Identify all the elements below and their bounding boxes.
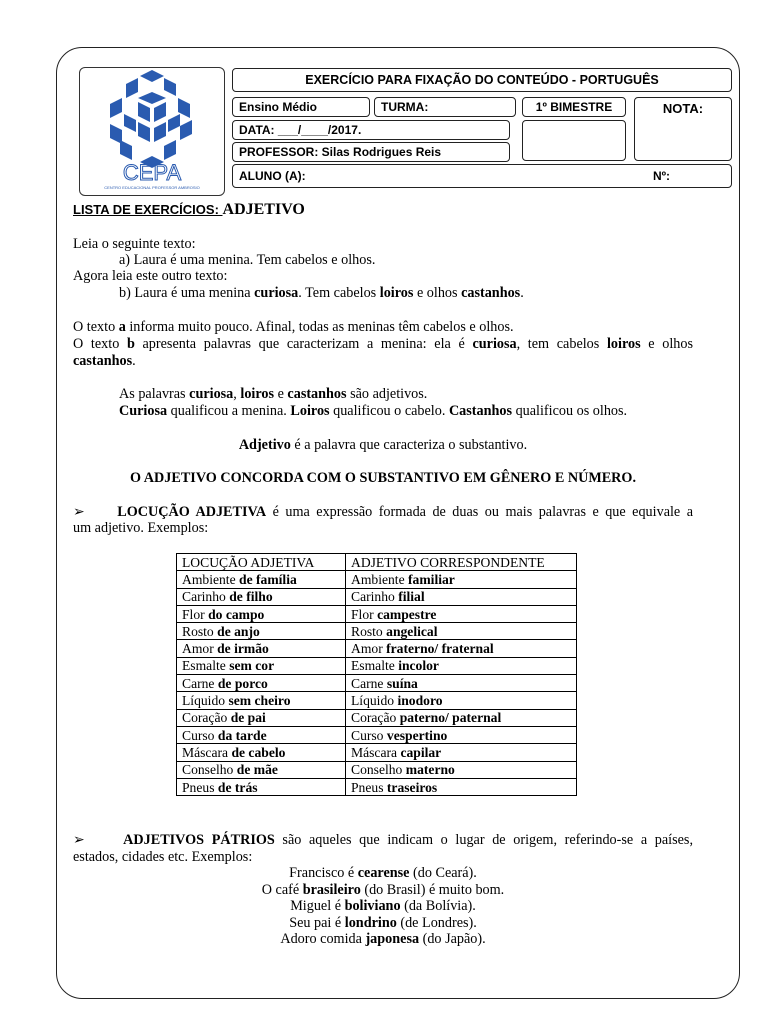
adjetivo-cell: Curso vespertino — [346, 726, 577, 743]
school-logo — [79, 67, 225, 196]
arrow-bullet-icon: ➢ — [73, 832, 85, 848]
adjetivo-cell: Líquido inodoro — [346, 692, 577, 709]
patrio-example: Francisco é cearense (do Ceará). — [289, 865, 477, 881]
professor-field: PROFESSOR: Silas Rodrigues Reis — [232, 142, 510, 162]
adjetivo-cell: Esmalte incolor — [346, 657, 577, 674]
table-row — [177, 761, 577, 778]
locucao-cell: Conselho de mãe — [177, 761, 346, 778]
locucao-cell: Curso da tarde — [177, 726, 346, 743]
patrios-intro-cont: estados, cidades etc. Exemplos: — [73, 849, 253, 865]
nota-field[interactable]: NOTA: — [634, 97, 732, 161]
locucao-cell: Rosto de anjo — [177, 623, 346, 640]
cepa-logo-icon — [80, 68, 224, 195]
logo-subtext: CENTRO EDUCACIONAL PROFESSOR AMBROSIO — [104, 185, 200, 190]
locucao-cell: Líquido sem cheiro — [177, 692, 346, 709]
adjetivo-cell: Carne suína — [346, 675, 577, 692]
intro-line-2: Agora leia este outro texto: — [73, 268, 228, 284]
locucao-cell: Flor do campo — [177, 605, 346, 622]
intro-text-b: b) Laura é uma menina curiosa. Tem cabelos loiros e olhos castanhos. — [119, 285, 524, 301]
patrio-example: O café brasileiro (do Brasil) é muito bom. — [261, 881, 505, 898]
locucao-intro: ➢ LOCUÇÃO ADJETIVA é uma expressão formada de duas ou mais palavras e que equivale a — [73, 504, 693, 520]
explanation-p1: O texto a informa muito pouco. Afinal, todas as meninas têm cabelos e olhos. — [73, 319, 514, 335]
agreement-rule: O ADJETIVO CONCORDA COM O SUBSTANTIVO EM GÊNERO E NÚMERO. — [129, 470, 637, 486]
section-title-prefix: LISTA DE EXERCÍCIOS: — [73, 202, 223, 217]
explanation-p2: O texto b apresenta palavras que caracterizam a menina: ela é curiosa, tem cabelos loiros e olhos — [73, 336, 693, 352]
locucao-cell: Coração de pai — [177, 709, 346, 726]
table-row — [177, 588, 577, 605]
adjetivo-cell: Flor campestre — [346, 605, 577, 622]
table-row — [177, 709, 577, 726]
table-header-row — [177, 554, 577, 571]
patrio-example: Seu pai é londrino (de Londres). — [289, 914, 477, 931]
locucao-cell: Ambiente de família — [177, 571, 346, 588]
adjetivo-cell: Máscara capilar — [346, 744, 577, 761]
table-row — [177, 623, 577, 640]
logo-text: CEPA — [122, 160, 182, 185]
column-header: ADJETIVO CORRESPONDENTE — [346, 554, 577, 571]
adjetivo-cell: Pneus traseiros — [346, 778, 577, 795]
explanation-p2-cont: castanhos. — [73, 353, 136, 369]
aluno-field[interactable] — [232, 164, 732, 188]
table-row — [177, 657, 577, 674]
bimestre-field: 1º BIMESTRE — [522, 97, 626, 117]
adjetivo-cell: Conselho materno — [346, 761, 577, 778]
adjective-definition: Adjetivo é a palavra que caracteriza o substantivo. — [238, 437, 528, 453]
intro-line-1: Leia o seguinte texto: — [73, 236, 196, 252]
locucao-cell: Máscara de cabelo — [177, 744, 346, 761]
adjetivo-cell: Carinho filial — [346, 588, 577, 605]
column-header: LOCUÇÃO ADJETIVA — [177, 554, 346, 571]
table-row — [177, 640, 577, 657]
adjetivo-cell: Ambiente familiar — [346, 571, 577, 588]
aluno-label: ALUNO (A): — [239, 169, 306, 183]
table-row — [177, 692, 577, 709]
section-title-topic: ADJETIVO — [222, 201, 305, 218]
level-field: Ensino Médio — [232, 97, 370, 117]
patrio-example: Adoro comida japonesa (do Japão). — [280, 931, 486, 948]
locucao-cell: Carne de porco — [177, 675, 346, 692]
explanation-p3: As palavras curiosa, loiros e castanhos são adjetivos. — [119, 386, 428, 402]
locucao-intro-cont: um adjetivo. Exemplos: — [73, 520, 209, 536]
blank-box — [522, 120, 626, 161]
date-field[interactable]: DATA: ___/____/2017. — [232, 120, 510, 140]
turma-field[interactable]: TURMA: — [374, 97, 516, 117]
patrio-example: Miguel é boliviano (da Bolívia). — [290, 898, 476, 915]
table-row — [177, 726, 577, 743]
explanation-p4: Curiosa qualificou a menina. Loiros qualificou o cabelo. Castanhos qualificou os olhos. — [119, 403, 628, 419]
table-row — [177, 778, 577, 795]
locucao-cell: Amor de irmão — [177, 640, 346, 657]
section-title — [73, 201, 305, 219]
table-row — [177, 605, 577, 622]
numero-label: Nº: — [653, 169, 671, 183]
locucao-table — [176, 553, 577, 796]
table-row — [177, 571, 577, 588]
table-row — [177, 675, 577, 692]
adjetivo-cell: Rosto angelical — [346, 623, 577, 640]
adjetivo-cell: Coração paterno/ paternal — [346, 709, 577, 726]
locucao-cell: Esmalte sem cor — [177, 657, 346, 674]
arrow-bullet-icon: ➢ — [73, 504, 85, 520]
locucao-cell: Pneus de trás — [177, 778, 346, 795]
table-row — [177, 744, 577, 761]
patrios-examples — [73, 865, 693, 948]
locucao-cell: Carinho de filho — [177, 588, 346, 605]
patrios-intro: ➢ ADJETIVOS PÁTRIOS são aqueles que indicam o lugar de origem, referindo-se a países, — [73, 832, 693, 848]
header-title: EXERCÍCIO PARA FIXAÇÃO DO CONTEÚDO - PORTUGUÊS — [232, 68, 732, 92]
adjetivo-cell: Amor fraterno/ fraternal — [346, 640, 577, 657]
intro-text-a: a) Laura é uma menina. Tem cabelos e olhos. — [119, 252, 376, 268]
